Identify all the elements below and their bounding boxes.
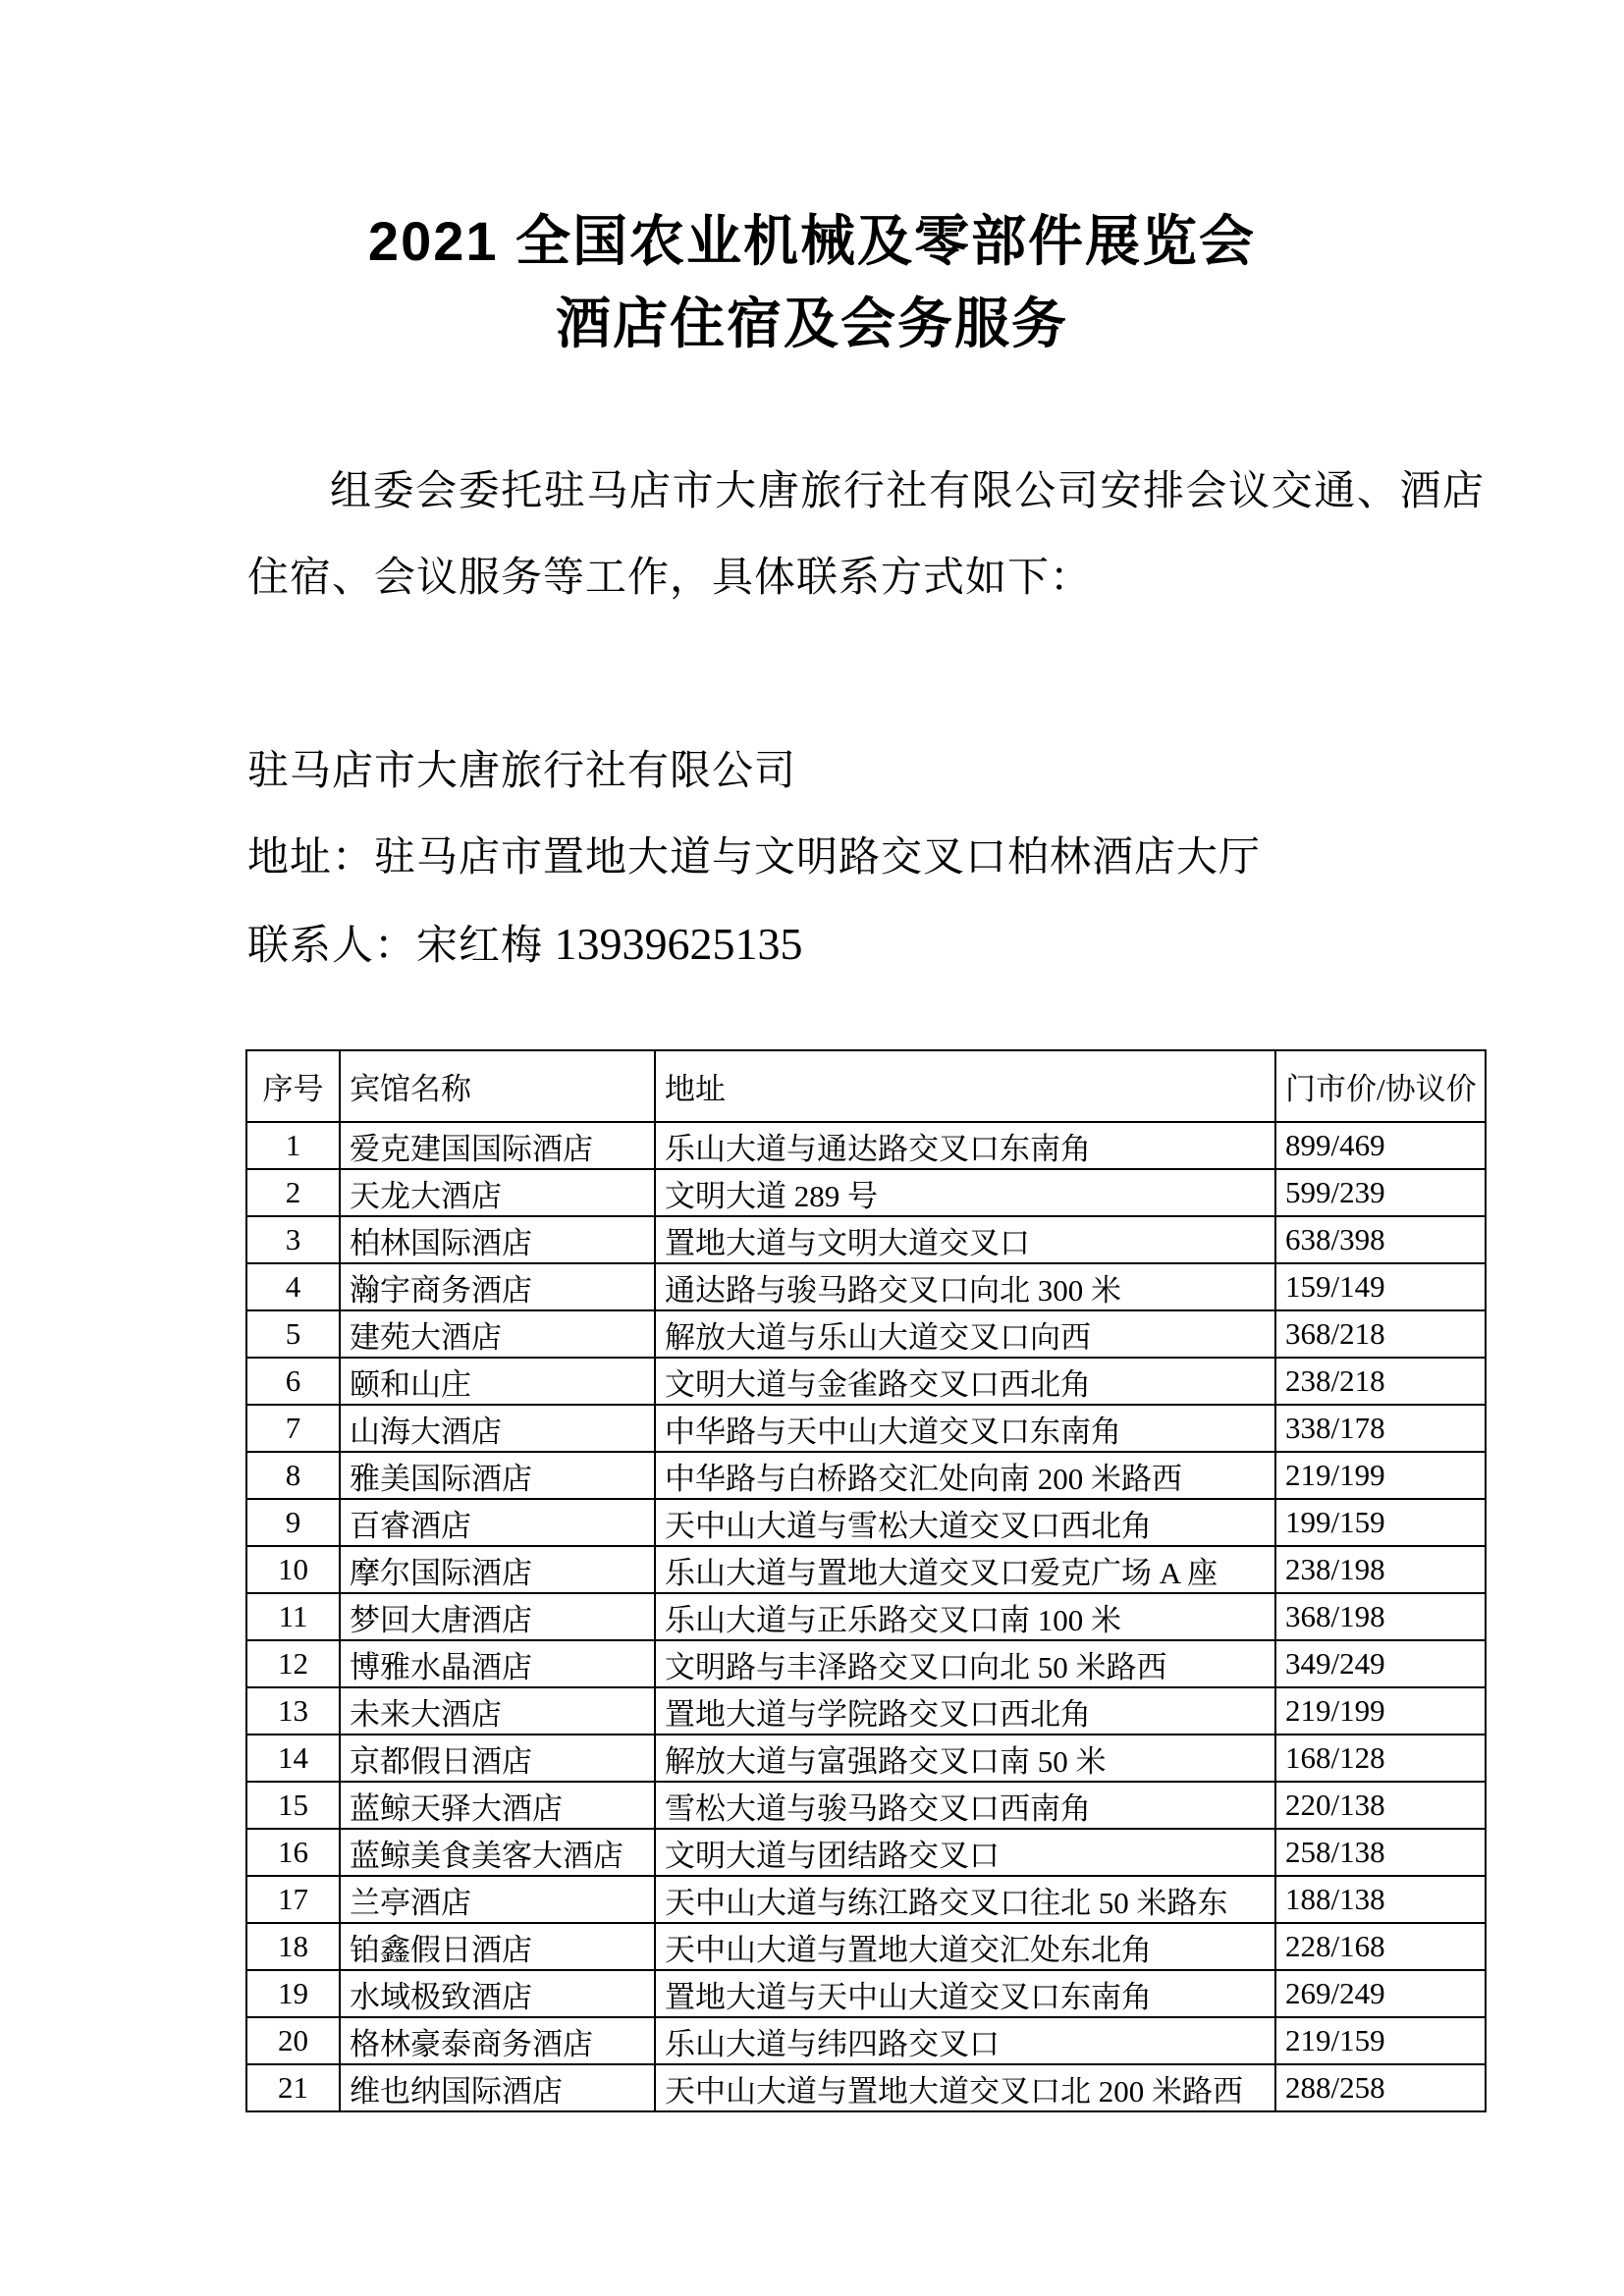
table-row [246,1358,1486,1405]
cell-price: 349/249 [1275,1640,1486,1687]
cell-price: 368/198 [1275,1593,1486,1640]
header-address: 地址 [655,1050,1275,1122]
address-line: 地址：驻马店市置地大道与文明路交叉口柏林酒店大厅 [247,835,1262,881]
cell-price: 269/249 [1275,1970,1486,2017]
cell-address: 解放大道与富强路交叉口南 50 米 [655,1735,1275,1782]
cell-hotel-name: 百睿酒店 [340,1499,655,1546]
document-body [247,449,1485,989]
cell-index: 2 [246,1169,340,1216]
header-price: 门市价/协议价 [1275,1050,1486,1122]
table-row [246,2017,1486,2064]
cell-index: 1 [246,1122,340,1169]
table-row [246,1169,1486,1216]
cell-index: 9 [246,1499,340,1546]
cell-address: 乐山大道与置地大道交叉口爱克广场 A 座 [655,1546,1275,1593]
contact-person: 联系人：宋红梅 [247,924,555,969]
hotel-table-body [246,1122,1486,2111]
cell-address: 通达路与骏马路交叉口向北 300 米 [655,1263,1275,1310]
cell-price: 220/138 [1275,1782,1486,1829]
cell-hotel-name: 颐和山庄 [340,1358,655,1405]
table-row [246,1452,1486,1499]
cell-address: 置地大道与天中山大道交叉口东南角 [655,1970,1275,2017]
cell-price: 219/159 [1275,2017,1486,2064]
table-row [246,1923,1486,1970]
contact-line [247,901,1485,989]
hotel-table [245,1049,1487,2112]
cell-hotel-name: 蓝鲸天驿大酒店 [340,1782,655,1829]
intro-paragraph: 组委会委托驻马店市大唐旅行社有限公司安排会议交通、酒店住宿、会议服务等工作，具体联系方式如下： [247,469,1485,601]
cell-index: 4 [246,1263,340,1310]
cell-hotel-name: 山海大酒店 [340,1405,655,1452]
cell-index: 18 [246,1923,340,1970]
cell-address: 置地大道与学院路交叉口西北角 [655,1687,1275,1735]
cell-index: 13 [246,1687,340,1735]
cell-hotel-name: 瀚宇商务酒店 [340,1263,655,1310]
cell-index: 10 [246,1546,340,1593]
table-row [246,1216,1486,1263]
title-line-1: 2021 全国农业机械及零部件展览会 [367,210,1257,272]
table-row [246,1499,1486,1546]
cell-price: 368/218 [1275,1310,1486,1358]
cell-price: 599/239 [1275,1169,1486,1216]
cell-price: 899/469 [1275,1122,1486,1169]
cell-address: 天中山大道与雪松大道交叉口西北角 [655,1499,1275,1546]
table-row [246,1687,1486,1735]
cell-address: 解放大道与乐山大道交叉口向西 [655,1310,1275,1358]
table-row [246,1735,1486,1782]
table-row [246,1593,1486,1640]
cell-address: 中华路与天中山大道交叉口东南角 [655,1405,1275,1452]
header-hotel-name: 宾馆名称 [340,1050,655,1122]
cell-address: 天中山大道与置地大道交叉口北 200 米路西 [655,2064,1275,2111]
cell-price: 238/198 [1275,1546,1486,1593]
cell-hotel-name: 维也纳国际酒店 [340,2064,655,2111]
table-row [246,1405,1486,1452]
cell-price: 638/398 [1275,1216,1486,1263]
cell-address: 中华路与白桥路交汇处向南 200 米路西 [655,1452,1275,1499]
cell-hotel-name: 摩尔国际酒店 [340,1546,655,1593]
contact-phone: 13939625135 [554,919,803,969]
cell-index: 16 [246,1829,340,1876]
cell-hotel-name: 天龙大酒店 [340,1169,655,1216]
cell-address: 文明大道与团结路交叉口 [655,1829,1275,1876]
table-row [246,2064,1486,2111]
document-title [0,0,1624,365]
cell-index: 7 [246,1405,340,1452]
cell-hotel-name: 梦回大唐酒店 [340,1593,655,1640]
cell-price: 258/138 [1275,1829,1486,1876]
cell-price: 219/199 [1275,1687,1486,1735]
table-row [246,1310,1486,1358]
contact-block [247,728,1485,989]
cell-address: 文明大道 289 号 [655,1169,1275,1216]
title-line-2: 酒店住宿及会务服务 [556,293,1068,354]
cell-hotel-name: 未来大酒店 [340,1687,655,1735]
table-header-row [246,1050,1486,1122]
cell-price: 168/128 [1275,1735,1486,1782]
cell-address: 天中山大道与置地大道交汇处东北角 [655,1923,1275,1970]
cell-index: 20 [246,2017,340,2064]
cell-index: 8 [246,1452,340,1499]
table-row [246,1122,1486,1169]
cell-price: 288/258 [1275,2064,1486,2111]
cell-hotel-name: 雅美国际酒店 [340,1452,655,1499]
table-row [246,1876,1486,1923]
cell-price: 219/199 [1275,1452,1486,1499]
cell-index: 19 [246,1970,340,2017]
cell-address: 乐山大道与通达路交叉口东南角 [655,1122,1275,1169]
cell-address: 置地大道与文明大道交叉口 [655,1216,1275,1263]
table-row [246,1829,1486,1876]
cell-price: 199/159 [1275,1499,1486,1546]
cell-hotel-name: 水域极致酒店 [340,1970,655,2017]
cell-hotel-name: 兰亭酒店 [340,1876,655,1923]
company-name: 驻马店市大唐旅行社有限公司 [247,749,797,794]
cell-index: 11 [246,1593,340,1640]
cell-hotel-name: 建苑大酒店 [340,1310,655,1358]
cell-hotel-name: 京都假日酒店 [340,1735,655,1782]
cell-address: 乐山大道与纬四路交叉口 [655,2017,1275,2064]
cell-address: 天中山大道与练江路交叉口往北 50 米路东 [655,1876,1275,1923]
header-index: 序号 [246,1050,340,1122]
cell-address: 乐山大道与正乐路交叉口南 100 米 [655,1593,1275,1640]
cell-address: 文明路与丰泽路交叉口向北 50 米路西 [655,1640,1275,1687]
cell-index: 6 [246,1358,340,1405]
cell-index: 3 [246,1216,340,1263]
cell-address: 文明大道与金雀路交叉口西北角 [655,1358,1275,1405]
cell-price: 188/138 [1275,1876,1486,1923]
cell-hotel-name: 铂鑫假日酒店 [340,1923,655,1970]
cell-hotel-name: 博雅水晶酒店 [340,1640,655,1687]
table-row [246,1263,1486,1310]
cell-price: 159/149 [1275,1263,1486,1310]
cell-index: 12 [246,1640,340,1687]
table-row [246,1970,1486,2017]
cell-price: 338/178 [1275,1405,1486,1452]
cell-address: 雪松大道与骏马路交叉口西南角 [655,1782,1275,1829]
cell-hotel-name: 爱克建国国际酒店 [340,1122,655,1169]
cell-price: 238/218 [1275,1358,1486,1405]
table-row [246,1546,1486,1593]
cell-index: 21 [246,2064,340,2111]
table-row [246,1782,1486,1829]
cell-hotel-name: 柏林国际酒店 [340,1216,655,1263]
cell-index: 15 [246,1782,340,1829]
table-row [246,1640,1486,1687]
cell-hotel-name: 格林豪泰商务酒店 [340,2017,655,2064]
cell-hotel-name: 蓝鲸美食美客大酒店 [340,1829,655,1876]
cell-index: 17 [246,1876,340,1923]
cell-price: 228/168 [1275,1923,1486,1970]
cell-index: 5 [246,1310,340,1358]
cell-index: 14 [246,1735,340,1782]
